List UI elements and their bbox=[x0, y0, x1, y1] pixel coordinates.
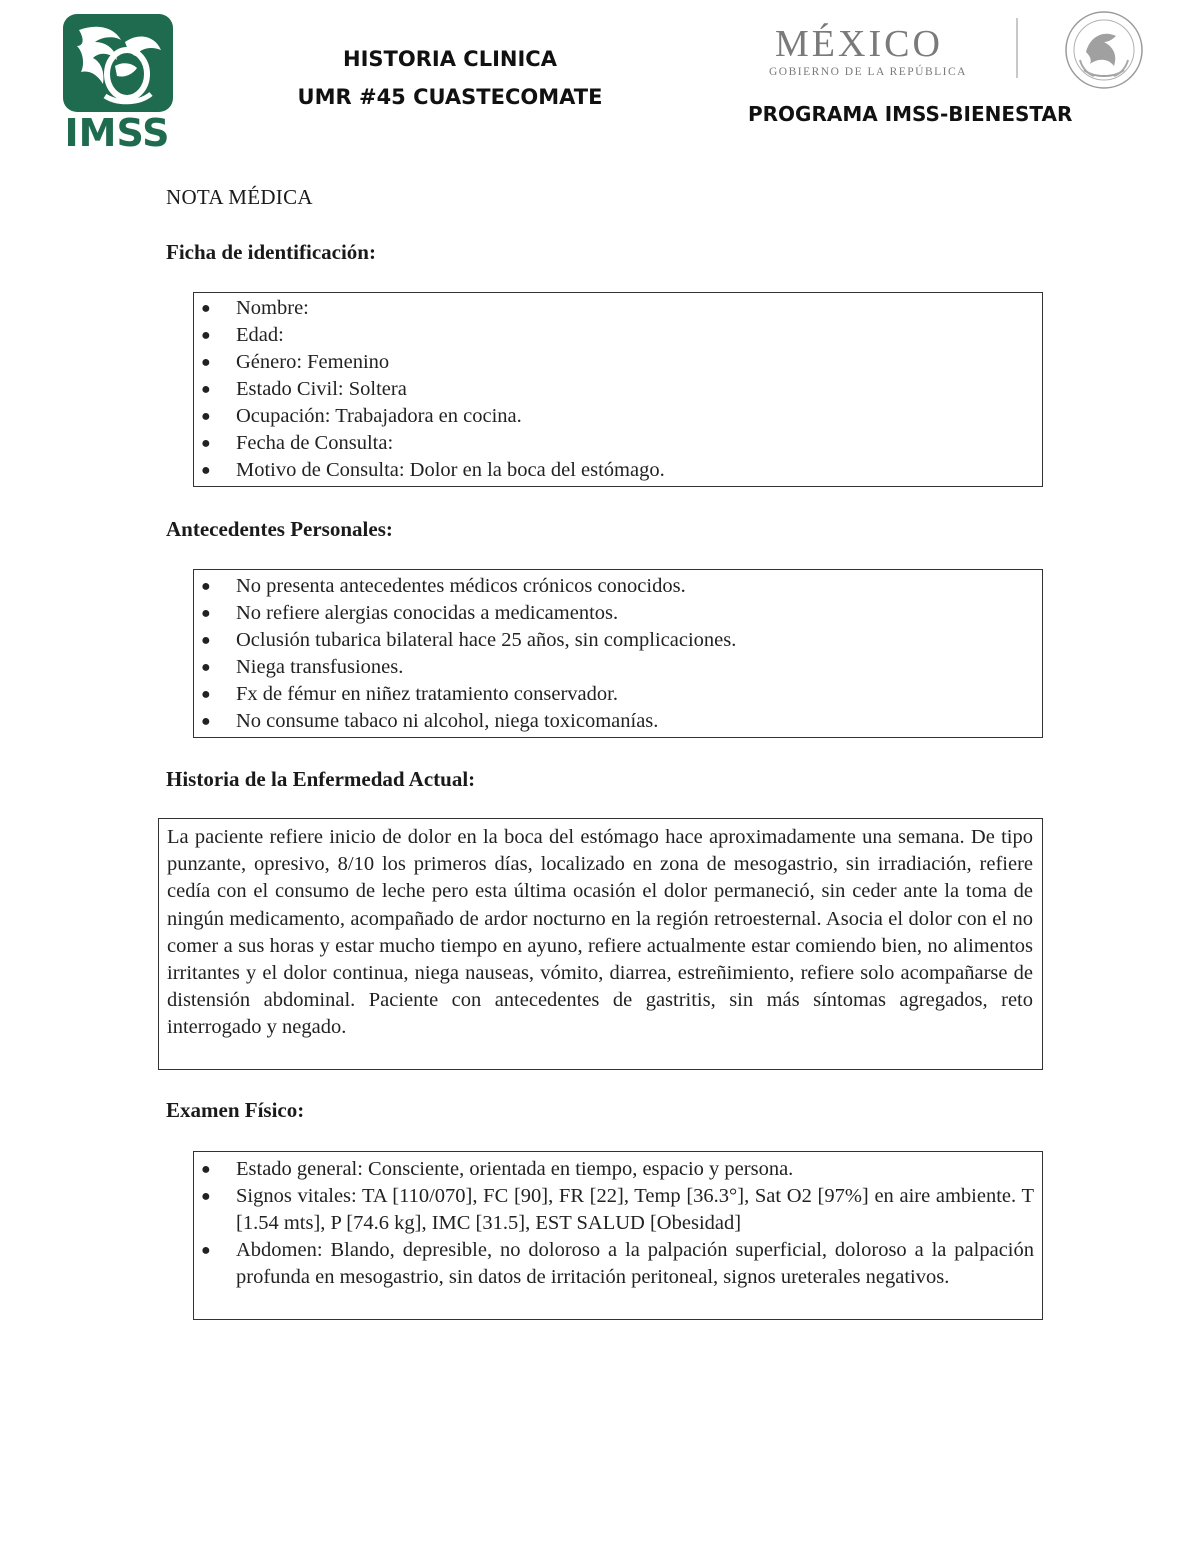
bullet-icon: ● bbox=[201, 1188, 211, 1205]
identificacion-heading: Ficha de identificación: bbox=[166, 240, 376, 264]
imss-logo bbox=[55, 12, 180, 150]
identificacion-item bbox=[194, 349, 1034, 376]
enfermedad-text: La paciente refiere inicio de dolor en la boca del estómago hace aproximadamente una semana. De tipo punzante, opresivo, 8/10 los primeros días, localizado en zona de mesogastrio, sin irradiación, refiere cedía con el consumo de leche pero esta última ocasión el dolor permaneció, sin ceder ante la toma de ningún medicamento, acompañado de ardor nocturno en la región retroesternal. Asocia el dolor con el no comer a sus horas y estar mucho tiempo en ayuno, refiere actualmente estar comiendo bien, no alimentos irritantes y el dolor continua, niega nauseas, vómito, diarrea, estreñimiento, refiere solo acompañarse de distensión abdominal. Paciente con antecedentes de gastritis, sin más síntomas agregados, reto interrogado y negado. bbox=[167, 826, 1033, 1039]
identificacion-item-text: Género: Femenino bbox=[236, 351, 390, 373]
antecedentes-item-text: No refiere alergias conocidas a medicamentos. bbox=[236, 602, 619, 624]
bullet-icon: ● bbox=[201, 605, 211, 622]
antecedentes-item-text: No presenta antecedentes médicos crónicos conocidos. bbox=[236, 575, 686, 597]
header-unit: UMR #45 CUASTECOMATE bbox=[297, 85, 603, 109]
bullet-icon: ● bbox=[201, 1161, 211, 1178]
bullet-icon: ● bbox=[201, 462, 211, 479]
document-header bbox=[250, 40, 650, 116]
identificacion-item bbox=[194, 295, 1034, 322]
bullet-icon: ● bbox=[201, 381, 211, 398]
identificacion-item-text: Motivo de Consulta: Dolor en la boca del estómago. bbox=[236, 459, 665, 481]
identificacion-box bbox=[193, 292, 1043, 487]
examen-item bbox=[194, 1237, 1034, 1291]
examen-heading: Examen Físico: bbox=[166, 1098, 305, 1122]
examen-item-text: Abdomen: Blando, depresible, no doloroso a la palpación superficial, doloroso a la palpación profunda en mesogastrio, sin datos de irritación peritoneal, signos ureterales negativos. bbox=[236, 1239, 1034, 1288]
identificacion-item bbox=[194, 403, 1034, 430]
mexico-title: MÉXICO bbox=[775, 23, 943, 65]
enfermedad-box bbox=[158, 818, 1043, 1070]
antecedentes-item bbox=[194, 600, 1034, 627]
examen-item bbox=[194, 1183, 1034, 1237]
header-title: HISTORIA CLINICA bbox=[343, 47, 557, 71]
identificacion-item bbox=[194, 430, 1034, 457]
identificacion-item-text: Nombre: bbox=[236, 297, 309, 319]
bullet-icon: ● bbox=[201, 632, 211, 649]
bullet-icon: ● bbox=[201, 408, 211, 425]
logo-divider bbox=[1016, 18, 1018, 78]
document-title: NOTA MÉDICA bbox=[166, 185, 313, 209]
identificacion-item-text: Fecha de Consulta: bbox=[236, 432, 394, 454]
bullet-icon: ● bbox=[201, 300, 211, 317]
imss-logo-text: IMSS bbox=[64, 111, 170, 150]
antecedentes-item-text: Fx de fémur en niñez tratamiento conservador. bbox=[236, 683, 618, 705]
identificacion-item-text: Ocupación: Trabajadora en cocina. bbox=[236, 405, 522, 427]
identificacion-item bbox=[194, 457, 1034, 484]
bullet-icon: ● bbox=[201, 686, 211, 703]
identificacion-item-text: Edad: bbox=[236, 324, 284, 346]
national-seal-icon bbox=[1042, 8, 1166, 92]
enfermedad-heading: Historia de la Enfermedad Actual: bbox=[166, 767, 476, 791]
antecedentes-item bbox=[194, 627, 1034, 654]
bullet-icon: ● bbox=[201, 1242, 211, 1259]
antecedentes-item-text: Niega transfusiones. bbox=[236, 656, 404, 678]
antecedentes-item bbox=[194, 573, 1034, 600]
bullet-icon: ● bbox=[201, 435, 211, 452]
examen-box bbox=[193, 1151, 1043, 1320]
antecedentes-item bbox=[194, 681, 1034, 708]
antecedentes-box bbox=[193, 569, 1043, 738]
identificacion-item bbox=[194, 322, 1034, 349]
examen-item-text: Estado general: Consciente, orientada en tiempo, espacio y persona. bbox=[236, 1158, 794, 1180]
bullet-icon: ● bbox=[201, 578, 211, 595]
antecedentes-item-text: No consume tabaco ni alcohol, niega toxicomanías. bbox=[236, 710, 659, 732]
examen-item-text: Signos vitales: TA [110/070], FC [90], FR [22], Temp [36.3°], Sat O2 [97%] en aire ambiente. T [1.54 mts], P [74.6 kg], IMC [31.5], EST SALUD [Obesidad] bbox=[236, 1185, 1034, 1234]
bullet-icon: ● bbox=[201, 713, 211, 730]
bullet-icon: ● bbox=[201, 327, 211, 344]
program-name: PROGRAMA IMSS-BIENESTAR bbox=[748, 102, 1073, 126]
examen-list bbox=[194, 1156, 1034, 1291]
antecedentes-item bbox=[194, 708, 1034, 735]
antecedentes-list bbox=[194, 573, 1034, 735]
examen-item bbox=[194, 1156, 1034, 1183]
antecedentes-item bbox=[194, 654, 1034, 681]
identificacion-item-text: Estado Civil: Soltera bbox=[236, 378, 407, 400]
identificacion-list bbox=[194, 295, 1034, 484]
bullet-icon: ● bbox=[201, 354, 211, 371]
identificacion-item bbox=[194, 376, 1034, 403]
bullet-icon: ● bbox=[201, 659, 211, 676]
antecedentes-heading: Antecedentes Personales: bbox=[166, 517, 393, 541]
mexico-subtitle: GOBIERNO DE LA REPÚBLICA bbox=[769, 66, 967, 78]
antecedentes-item-text: Oclusión tubarica bilateral hace 25 años, sin complicaciones. bbox=[236, 629, 737, 651]
mexico-government-logo bbox=[765, 20, 990, 90]
